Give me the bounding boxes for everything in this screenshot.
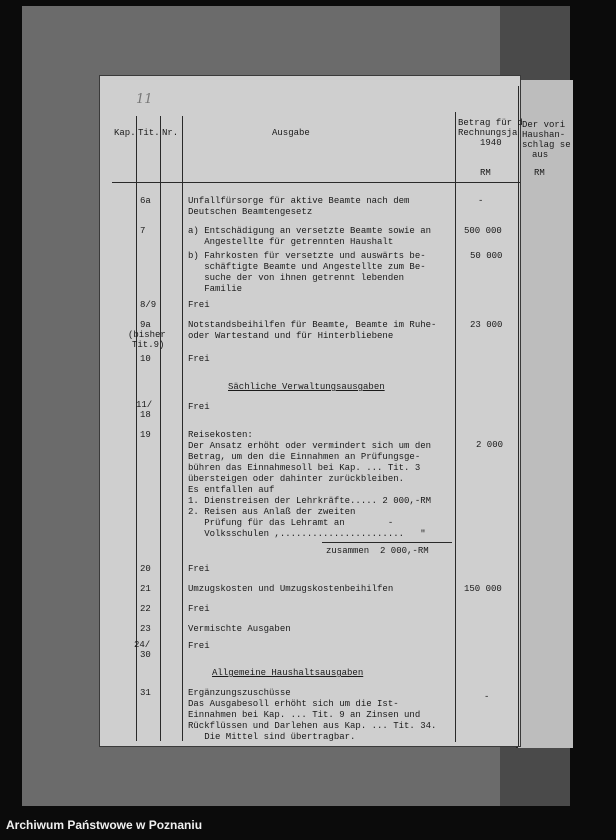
row-24-30-text: Frei	[188, 641, 210, 651]
section-saechliche: Sächliche Verwaltungsausgaben	[228, 382, 385, 392]
row-19-line4: bühren das Einnahmesoll bei Kap. ... Tit. 3	[188, 463, 421, 473]
row-19-nr: 19	[140, 430, 151, 440]
prev-header-l3: schlag se	[522, 140, 571, 150]
row-7b-line4: Familie	[188, 284, 243, 294]
row-21-nr: 21	[140, 584, 151, 594]
row-8-9-text: Frei	[188, 300, 210, 310]
header-betrag-year: 1940	[480, 138, 502, 148]
column-line	[518, 86, 519, 746]
row-6a-nr: 6a	[140, 196, 151, 206]
row-19-line7: 1. Dienstreisen der Lehrkräfte..... 2 000,-RM	[188, 496, 432, 506]
row-7b-line3: suche der von ihnen getrennt lebenden	[188, 273, 405, 283]
row-19-amount: 2 000	[476, 440, 504, 450]
row-7b-line2: schäftigte Beamte und Angestellte zum Be-	[188, 262, 426, 272]
row-11-18-nr2: 18	[140, 410, 151, 420]
row-19-line3: Betrag, um den die Einnahmen an Prüfungsge-	[188, 452, 421, 462]
row-8-9-nr: 8/9	[140, 300, 157, 310]
pencil-page-number: 11	[136, 92, 153, 107]
row-6a-amount: -	[478, 196, 484, 206]
row-19-line10: Volksschulen ,....................... "	[188, 529, 426, 539]
row-7a-line2: Angestellte für getrennten Haushalt	[188, 237, 394, 247]
row-31-line1: Ergänzungszuschüsse	[188, 688, 291, 698]
row-9a-nr: 9a	[140, 320, 151, 330]
row-19-line9: Prüfung für das Lehramt an -	[188, 518, 394, 528]
header-rule	[112, 182, 520, 183]
row-6a-line2: Deutschen Beamtengesetz	[188, 207, 313, 217]
column-line	[455, 112, 456, 742]
row-31-amount: -	[484, 692, 490, 702]
row-20-nr: 20	[140, 564, 151, 574]
row-31-line4: Rückflüssen und Darlehen aus Kap. ... Tit. 34.	[188, 721, 437, 731]
row-7b-amount: 50 000	[470, 251, 503, 261]
sum-rule	[322, 542, 452, 543]
row-22-nr: 22	[140, 604, 151, 614]
row-22-text: Frei	[188, 604, 210, 614]
row-24-30-nr: 24/	[134, 640, 151, 650]
row-7b-line1: b) Fahrkosten für versetzte und auswärts be-	[188, 251, 426, 261]
header-nr: Nr.	[162, 128, 179, 138]
row-19-line2: Der Ansatz erhöht oder vermindert sich um den	[188, 441, 432, 451]
row-zusammen: zusammen 2 000,-RM	[326, 546, 429, 556]
row-7a-amount: 500 000	[464, 226, 502, 236]
row-24-30-nr2: 30	[140, 650, 151, 660]
header-betrag-l1: Betrag für d	[458, 118, 523, 128]
row-11-18-nr: 11/	[136, 400, 153, 410]
adjacent-page	[516, 80, 573, 748]
header-tit: Tit.	[138, 128, 160, 138]
row-7a-line1: a) Entschädigung an versetzte Beamte sowie an	[188, 226, 432, 236]
row-9a-nr2: (bisher	[128, 330, 166, 340]
header-betrag-l2: Rechnungsja	[458, 128, 518, 138]
prev-header-unit: RM	[534, 168, 545, 178]
prev-header-l2: Haushan-	[522, 130, 566, 140]
section-allgemeine: Allgemeine Haushaltsausgaben	[212, 668, 364, 678]
row-9a-line2: oder Wartestand und für Hinterbliebene	[188, 331, 394, 341]
row-31-line2: Das Ausgabesoll erhöht sich um die Ist-	[188, 699, 399, 709]
row-9a-line1: Notstandsbeihilfen für Beamte, Beamte im Ruhe-	[188, 320, 437, 330]
row-10-text: Frei	[188, 354, 210, 364]
header-ausgabe: Ausgabe	[272, 128, 310, 138]
row-9a-nr3: Tit.9)	[132, 340, 165, 350]
row-9a-amount: 23 000	[470, 320, 503, 330]
row-19-line1: Reisekosten:	[188, 430, 253, 440]
row-6a-line1: Unfallfürsorge für aktive Beamte nach dem	[188, 196, 410, 206]
row-31-nr: 31	[140, 688, 151, 698]
header-kap: Kap.	[114, 128, 136, 138]
row-19-line5: übersteigen oder dahinter zurückbleiben.	[188, 474, 405, 484]
archive-name: Archiwum Państwowe w Poznaniu	[6, 818, 203, 832]
row-19-line8: 2. Reisen aus Anlaß der zweiten	[188, 507, 356, 517]
document-page	[100, 76, 523, 746]
footer-bar	[0, 808, 616, 840]
prev-header-l4: aus	[532, 150, 549, 160]
row-7-nr: 7	[140, 226, 146, 236]
row-19-line6: Es entfallen auf	[188, 485, 275, 495]
row-31-line5: Die Mittel sind übertragbar.	[188, 732, 356, 742]
row-31-line3: Einnahmen bei Kap. ... Tit. 9 an Zinsen und	[188, 710, 421, 720]
column-line	[160, 116, 161, 741]
column-line	[182, 116, 183, 741]
header-betrag-unit: RM	[480, 168, 491, 178]
row-11-18-text: Frei	[188, 402, 210, 412]
row-21-amount: 150 000	[464, 584, 502, 594]
row-23-text: Vermischte Ausgaben	[188, 624, 291, 634]
prev-header-l1: Der vori	[522, 120, 566, 130]
row-21-text: Umzugskosten und Umzugskostenbeihilfen	[188, 584, 394, 594]
row-23-nr: 23	[140, 624, 151, 634]
row-10-nr: 10	[140, 354, 151, 364]
row-20-text: Frei	[188, 564, 210, 574]
